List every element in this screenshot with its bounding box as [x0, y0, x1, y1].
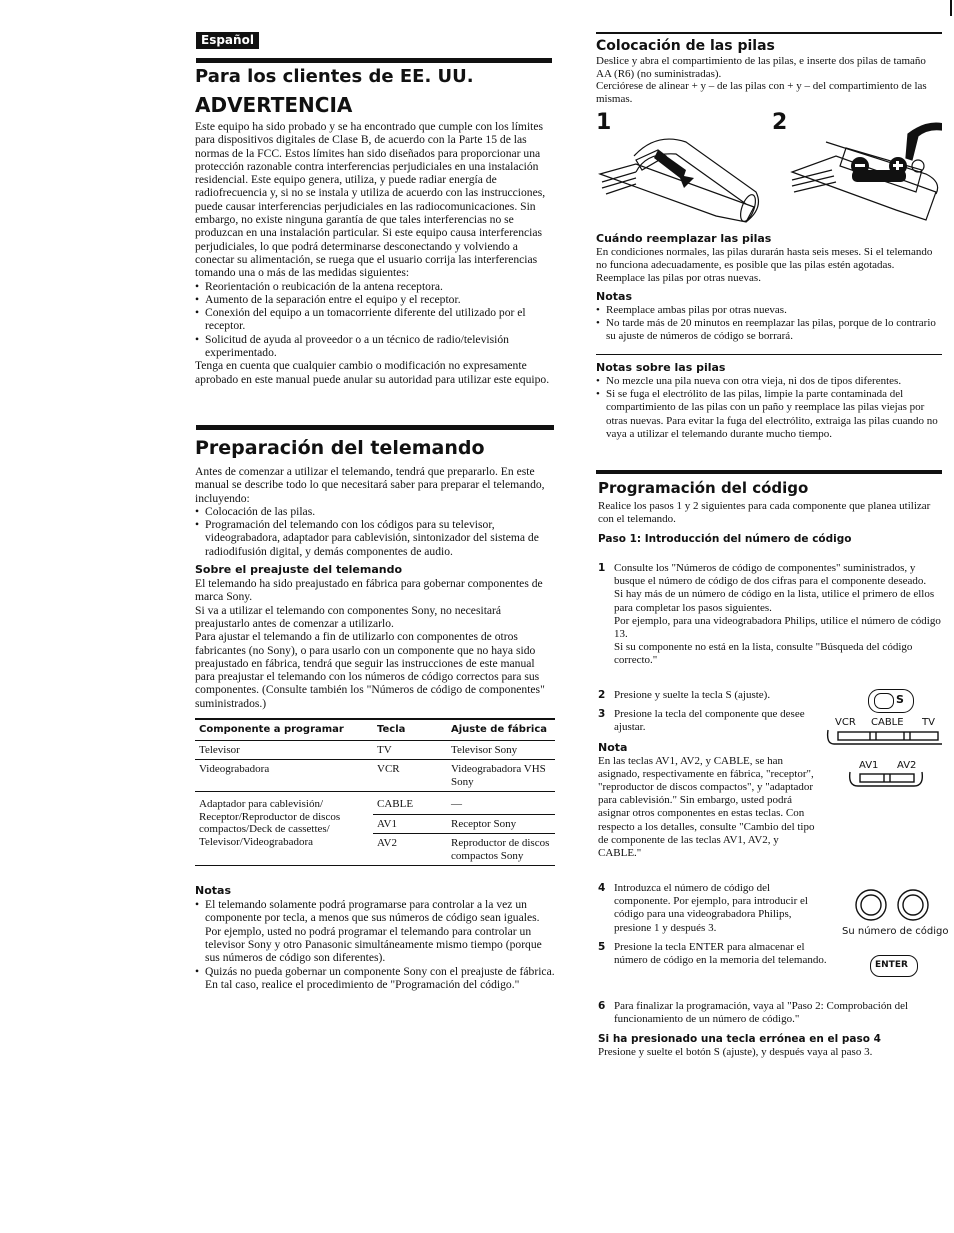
- section-rule: [196, 425, 554, 430]
- notes-list: [195, 898, 557, 991]
- table-cell: Videograbadora VHS Sony: [447, 760, 555, 792]
- replace-section: [596, 232, 942, 343]
- table-cell: AV1: [373, 814, 447, 834]
- table-cell: CABLE: [373, 792, 447, 815]
- table-row: [195, 760, 555, 792]
- prep-section: [195, 437, 557, 991]
- preset-p1: El telemando ha sido preajustado en fábrica para gobernar componentes de marca Sony.: [195, 577, 543, 604]
- enter-key: [870, 955, 918, 977]
- table-cell: AV2: [373, 834, 447, 866]
- prep-intro: Antes de comenzar a utilizar el telemando, tendrá que prepararlo. En este manual se describe todo lo que necesitará saber para preparar el telemando, incluyendo:: [195, 465, 545, 505]
- clients-title: Para los clientes de EE. UU.: [195, 66, 474, 87]
- step-text: Consulte los "Números de código de componentes" suministrados, y busque el número de código de dos cifras para el componente deseado.: [614, 562, 927, 588]
- key-label-tv: TV: [922, 717, 935, 728]
- preset-p2: Si va a utilizar el telemando con componentes Sony, no necesitará preajustarlo antes de comenzar a utilizarlo.: [195, 603, 502, 630]
- batt-p2: Cerciórese de alinear + y – de las pilas con + y – del compartimiento de las mismas.: [596, 80, 927, 105]
- list-item: • No tarde más de 20 minutos en reemplazar las pilas, porque de lo contrario su ajuste de números de código se borrará.: [596, 317, 942, 343]
- preset-p3: Para ajustar el telemando a fin de utilizarlo con componentes de otros fabricantes (no Sony), o para usarlo con un componente que no haya sido preajustado en fábrica, tendrá que seguir las instrucciones de este manual para preajustar el telemando con los números de código correctos para sus componentes. (Consulte también los "Números de código de componentes" suministrados.): [195, 630, 545, 710]
- wrong-key-text: Presione y suelte el botón S (ajuste), y después vaya al paso 3.: [598, 1046, 873, 1059]
- table-cell: Televisor Sony: [447, 740, 555, 760]
- col-header: Tecla: [373, 719, 447, 740]
- table-cell: Receptor Sony: [447, 814, 555, 834]
- s-key-label: S: [896, 693, 904, 706]
- prog-intro: Realice los pasos 1 y 2 siguientes para cada componente que planea utilizar con el telemando.: [598, 500, 931, 526]
- section-rule: [596, 470, 942, 474]
- av-keys-illustration: [846, 768, 926, 790]
- col-header: Ajuste de fábrica: [447, 719, 555, 740]
- step-item: [598, 708, 818, 734]
- notes-title: Notas: [596, 290, 632, 304]
- step-number: 4: [598, 882, 606, 894]
- step-list-lower: [598, 882, 828, 973]
- list-item: • Aumento de la separación entre el equipo y el receptor.: [195, 293, 557, 306]
- table-cell: Adaptador para cablevisión/ Receptor/Reproductor de discos compactos/Deck de cassettes/ Televisor/Videograbadora: [195, 792, 373, 866]
- battery-notes-list: [596, 375, 942, 441]
- step-item: [598, 1000, 944, 1026]
- step-list-final: [598, 1000, 944, 1060]
- table-header-row: [195, 719, 555, 740]
- step-number: 3: [598, 708, 606, 721]
- prog-title: Programación del código: [598, 479, 809, 497]
- table-cell: Televisor: [195, 740, 373, 760]
- left-column: [195, 66, 557, 386]
- warning-title: ADVERTENCIA: [195, 93, 353, 117]
- list-item: • El telemando solamente podrá programarse para controlar a la vez un componente por tecla, a menos que sus números de código sean iguales. Por ejemplo, usted no podrá programar el telemando para controlar un televisor Sony y otro Panasonic simultáneamente mismo tiempo (porque sus números de código son diferentes).: [195, 898, 557, 964]
- list-item: • Si se fuga el electrólito de las pilas, limpie la parte contaminada del compartimiento de las pilas con un paño y reemplace las pilas viejas por otras nuevas. Para evitar la fuga del electrólito, extraiga las pilas cuando no vaya a utilizar el telemando durante mucho tiempo.: [596, 388, 942, 441]
- table-cell: Videograbadora: [195, 760, 373, 792]
- step-item: [598, 941, 828, 967]
- step-text: Para finalizar la programación, vaya al "Paso 2: Comprobación del funcionamiento de un número de código.": [614, 1000, 909, 1026]
- code-keys-illustration: [854, 887, 934, 923]
- table-cell: Reproductor de discos compactos Sony: [447, 834, 555, 866]
- list-item: • Conexión del equipo a un tomacorriente diferente del utilizado por el receptor.: [195, 306, 557, 333]
- replace-title: Cuándo reemplazar las pilas: [596, 232, 772, 245]
- step-number: 5: [598, 940, 606, 953]
- step-number: 2: [598, 689, 606, 701]
- right-column: [596, 38, 942, 105]
- enter-label: ENTER: [875, 960, 908, 970]
- list-item: • Quizás no pueda gobernar un componente Sony con el preajuste de fábrica. En tal caso, realice el procedimiento de "Programación del código.": [195, 965, 557, 992]
- step-item: [598, 689, 818, 702]
- battery-illustration: [596, 112, 942, 232]
- warning-list: [195, 280, 557, 360]
- key-label-cable: CABLE: [871, 717, 904, 728]
- table-row: [195, 740, 555, 760]
- battery-notes-title: Notas sobre las pilas: [596, 361, 726, 374]
- batt-title: Colocación de las pilas: [596, 38, 775, 54]
- step-text: Introduzca el número de código del componente. Por ejemplo, para introducir el código para una videograbadora Philips, presione 1 y después 3.: [614, 882, 808, 934]
- section-rule: [196, 58, 552, 63]
- figure-number: 2: [772, 110, 788, 135]
- s-key-oval: [874, 693, 894, 709]
- code-caption: Su número de código: [842, 926, 949, 937]
- table-row: [195, 792, 555, 815]
- prep-title: Preparación del telemando: [195, 437, 485, 459]
- preset-table: [195, 718, 555, 866]
- nota-text: En las teclas AV1, AV2, y CABLE, se han asignado, respectivamente en fábrica, "receptor", "reproductor de discos compactos", y "adaptador para cablevisión." Sin embargo, usted podrá asignar otros componentes en estas teclas. Con respecto a los detalles, consulte "Cambio del tipo de componente de las teclas AV1, AV2, y CABLE.": [598, 754, 815, 860]
- step-text: Presione la tecla del componente que desee ajustar.: [614, 708, 805, 734]
- figure-number: 1: [596, 110, 612, 135]
- step-text: Presione y suelte la tecla S (ajuste).: [614, 689, 771, 701]
- step-number: 1: [598, 562, 606, 574]
- battery-figure: [596, 112, 942, 232]
- batt-p1: Deslice y abra el compartimiento de las pilas, e inserte dos pilas de tamaño AA (R6) (no suministradas).: [596, 55, 926, 80]
- list-item: • Solicitud de ayuda al proveedor o a un técnico de radio/televisión experimentado.: [195, 333, 557, 360]
- wrong-key-title: Si ha presionado una tecla errónea en el paso 4: [598, 1033, 881, 1046]
- key-label-av2: AV2: [897, 760, 917, 771]
- key-label-av1: AV1: [859, 760, 879, 771]
- step-text: Si hay más de un número de código en la lista, utilice el primero de ellos para completar los pasos siguientes.: [614, 588, 935, 614]
- section-rule: [596, 354, 942, 355]
- s-key-button: [868, 689, 914, 713]
- list-item: • Programación del telemando con los códigos para su televisor, videograbadora, adaptador para cablevisión, sintonizador del sistema de radiodifusión digital, y demás componentes de audio.: [195, 518, 557, 558]
- warning-text: Este equipo ha sido probado y se ha encontrado que cumple con los límites para dispositivos digitales de Clase B, de acuerdo con la Parte 15 de las normas de la FCC. Estos límites han sido diseñados para proporcionar una protección razonable contra interferencias perjudiciales en una instalación residencial. Este equipo genera, utiliza, y puede radiar energía de radiofrecuencia y, si no se instala y utiliza de acuerdo con las instrucciones, puede causar interferencias perjudiciales en las radiocomunicaciones. Sin embargo, no existe ninguna garantía de que tales interferencias no se produzcan en una instalación particular. Si este equipo causa interferencias perjudiciales, lo que podrá determinarse desconectando y volviendo a conectar su alimentación, se ruega que el usuario corrija las interferencias tomando una o más de las medidas siguientes:: [195, 120, 546, 280]
- step-list-mid: [598, 689, 818, 860]
- list-item: • Colocación de las pilas.: [195, 505, 557, 518]
- step-text: Si su componente no está en la lista, consulte "Búsqueda del código correcto.": [614, 641, 913, 667]
- table-cell: VCR: [373, 760, 447, 792]
- warning-tail: Tenga en cuenta que cualquier cambio o modificación no expresamente aprobado en este manual puede anular su autoridad para utilizar este equipo.: [195, 359, 550, 386]
- step-text: Presione la tecla ENTER para almacenar el número de código en la memoria del telemando.: [614, 940, 827, 967]
- list-item: • Reemplace ambas pilas por otras nuevas.: [596, 304, 942, 317]
- step-item: [598, 562, 946, 668]
- step-number: 6: [598, 1000, 606, 1012]
- step-list-top: [598, 562, 946, 674]
- programming-section: [598, 480, 942, 546]
- page-edge-mark: [950, 0, 952, 16]
- step-text: Por ejemplo, para una videograbadora Philips, utilice el número de código 13.: [614, 614, 941, 641]
- battery-notes-section: [596, 361, 942, 441]
- notes-list: [596, 304, 942, 342]
- nota-title: Nota: [598, 740, 628, 754]
- language-badge: Español: [196, 32, 259, 49]
- notes-title: Notas: [195, 884, 231, 898]
- table-cell: —: [447, 792, 555, 815]
- section-rule: [596, 32, 942, 34]
- key-label-vcr: VCR: [835, 717, 856, 728]
- replace-text: En condiciones normales, las pilas durarán hasta seis meses. Si el telemando no funciona adecuadamente, es posible que las pilas estén agotadas. Reemplace las pilas por otras nuevas.: [596, 246, 933, 284]
- col-header: Componente a programar: [195, 719, 373, 740]
- step1-title: Paso 1: Introducción del número de código: [598, 533, 852, 546]
- step-item: [598, 882, 828, 935]
- component-keys-illustration: [824, 728, 946, 748]
- table-cell: TV: [373, 740, 447, 760]
- list-item: • Reorientación o reubicación de la antena receptora.: [195, 280, 557, 293]
- list-item: • No mezcle una pila nueva con otra vieja, ni dos de tipos diferentes.: [596, 375, 942, 388]
- prep-list: [195, 505, 557, 558]
- preset-title: Sobre el preajuste del telemando: [195, 563, 403, 577]
